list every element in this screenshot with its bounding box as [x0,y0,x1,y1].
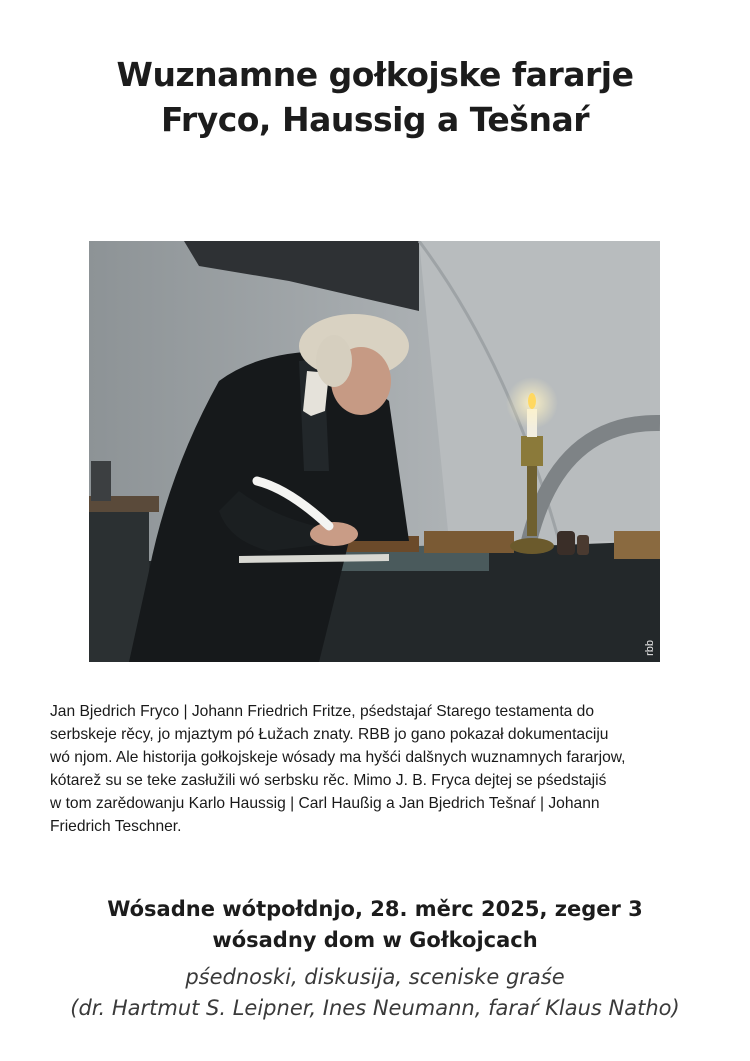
program-line-1: pśednoski, diskusija, sceniske graśe [185,965,565,989]
description-line-5: w tom zarědowanju Karlo Haussig | Carl Haußig a Jan Bjedrich Tešnaŕ | Johann [50,795,600,812]
description-paragraph [50,700,710,838]
description-line-4: kótarež su se teke zasłužili wó serbsku rěc. Mimo J. B. Fryca dejtej se pśedstajiś [50,772,607,789]
description-line-2: serbskeje rěcy, jo mjaztym pó Łužach znaty. RBB jo gano pokazał dokumentaciju [50,726,609,743]
description-line-6: Friedrich Teschner. [50,818,182,835]
title-line-2: Fryco, Haussig a Tešnaŕ [160,100,589,139]
event-program [0,962,750,1024]
description-line-1: Jan Bjedrich Fryco | Johann Friedrich Fritze, pśedstajaŕ Starego testamenta do [50,703,595,720]
program-line-2: (dr. Hartmut S. Leipner, Ines Neumann, faraŕ Klaus Natho) [70,996,680,1020]
page-title [0,52,750,142]
description-line-3: wó njom. Ale historija gołkojskeje wósady ma hyšći dalšnych wuznamnych fararjow, [50,749,626,766]
event-place: wósadny dom w Gołkojcach [212,928,538,952]
photo-credit: rbb [644,640,656,656]
title-line-1: Wuznamne gołkojske fararje [116,55,634,94]
event-date: Wósadne wótpołdnjo, 28. měrc 2025, zeger 3 [107,897,643,921]
event-info [0,894,750,956]
pastor-writing-photo [89,241,660,662]
